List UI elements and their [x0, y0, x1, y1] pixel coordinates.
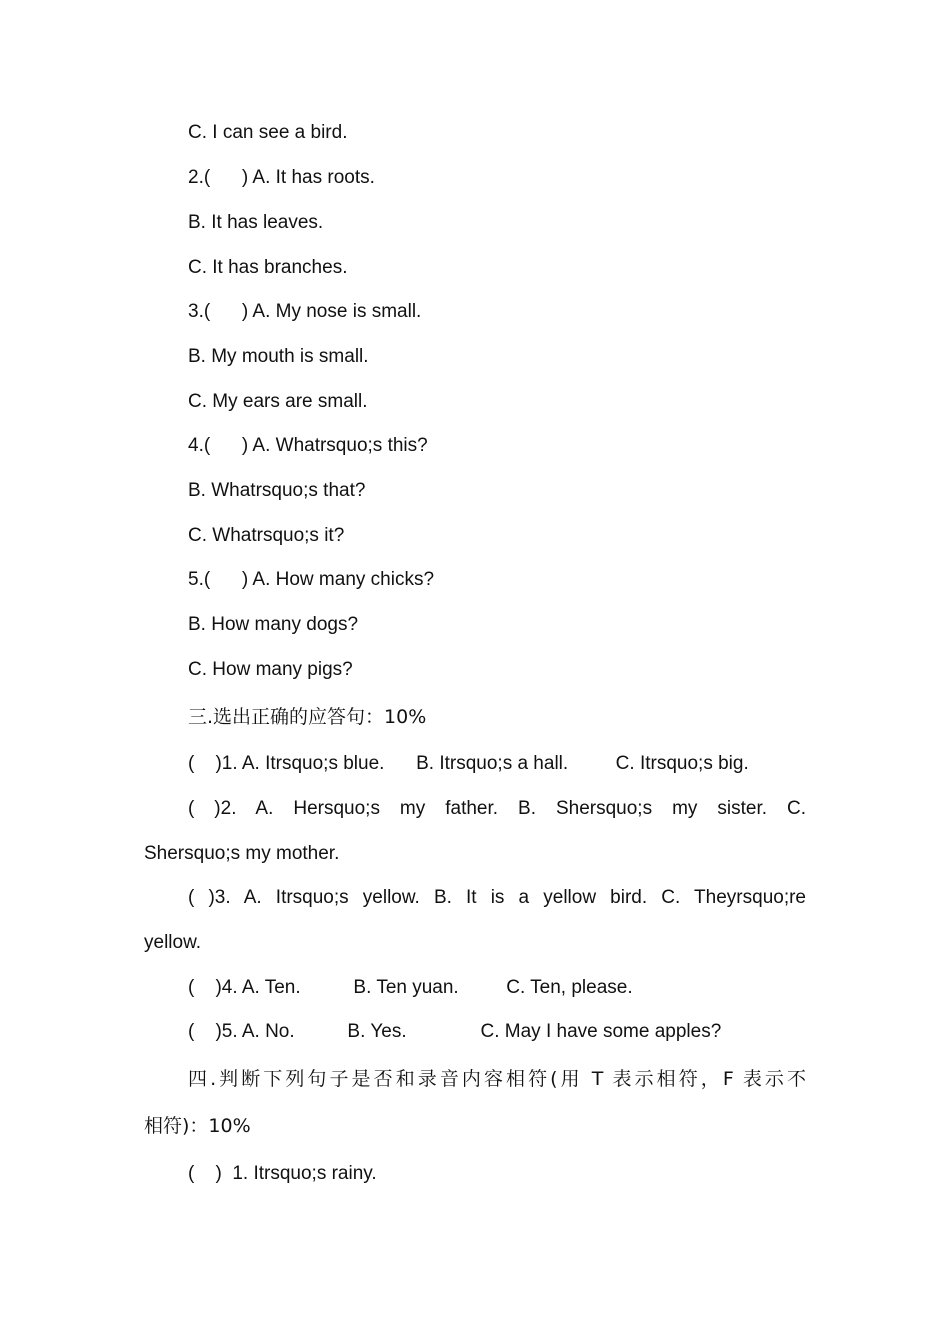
q2-option-a: 2.( ) A. It has roots. [188, 167, 375, 188]
q2-option-b: B. It has leaves. [188, 212, 324, 233]
q2-option-c: C. It has branches. [188, 257, 348, 278]
q3-option-c: C. My ears are small. [188, 391, 368, 412]
q5-option-c: C. How many pigs? [188, 659, 353, 680]
q4-option-a: 4.( ) A. Whatrsquo;s this? [188, 435, 428, 456]
section-3-item-2-line-1: ( )2. A. Hersquo;s my father. B. Shersquo;s my sister. C. [188, 798, 806, 819]
q1-option-c: C. I can see a bird. [188, 122, 348, 143]
section-4-heading-line-2: 相符)：10% [144, 1115, 251, 1137]
section-3-heading: 三.选出正确的应答句：10% [188, 706, 427, 728]
section-4-heading-line-1: 四.判断下列句子是否和录音内容相符(用 T 表示相符，F 表示不 [188, 1068, 806, 1090]
q4-option-b: B. Whatrsquo;s that? [188, 480, 366, 501]
section-3-item-5: ( )5. A. No. B. Yes. C. May I have some apples? [188, 1021, 722, 1042]
q5-option-b: B. How many dogs? [188, 614, 359, 635]
section-4-item-1: ( ) 1. Itrsquo;s rainy. [188, 1163, 377, 1184]
section-3-item-4: ( )4. A. Ten. B. Ten yuan. C. Ten, please. [188, 977, 633, 998]
q3-option-a: 3.( ) A. My nose is small. [188, 301, 422, 322]
section-3-item-1: ( )1. A. Itrsquo;s blue. B. Itrsquo;s a hall. C. Itrsquo;s big. [188, 753, 749, 774]
q3-option-b: B. My mouth is small. [188, 346, 369, 367]
section-3-item-3-line-2: yellow. [144, 932, 202, 953]
q4-option-c: C. Whatrsquo;s it? [188, 525, 345, 546]
section-3-item-3-line-1: ( )3. A. Itrsquo;s yellow. B. It is a yellow bird. C. Theyrsquo;re [188, 887, 806, 908]
section-3-item-2-line-2: Shersquo;s my mother. [144, 843, 340, 864]
q5-option-a: 5.( ) A. How many chicks? [188, 569, 435, 590]
